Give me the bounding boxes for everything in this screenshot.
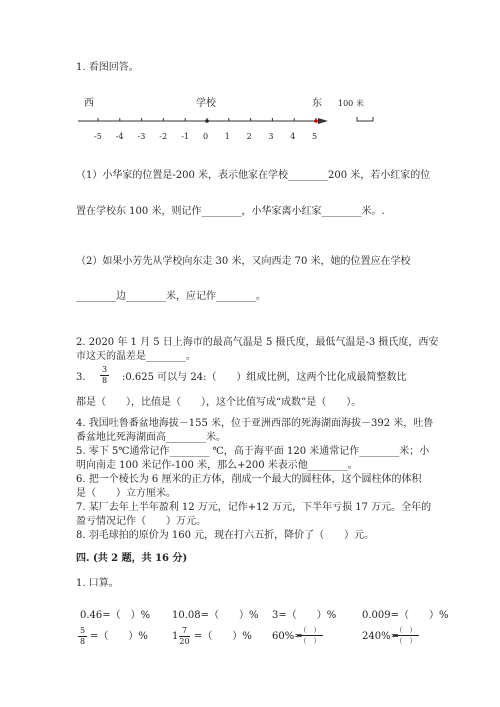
mental-calc-7-left: 60%= (272, 631, 303, 642)
number-line-arrow (318, 118, 328, 124)
calc7-numerator: （ ） (299, 626, 321, 634)
mental-calc-8-left: 240%= (362, 631, 399, 642)
q4-line1: 4. 我国吐鲁番盆地海拔－155 米，位于亚洲西部的死海湖面海拔－392 米，吐鲁 (76, 418, 434, 429)
section-4-heading: 四. (共 2 题，共 16 分) (76, 553, 188, 564)
q6-line1: 6. 把一个棱长为 6 厘米的正方体，削成一个最大的圆柱体，这个圆柱体的体积 (76, 474, 422, 485)
mental-calc-6-fraction (179, 627, 190, 646)
tick-label: 2 (246, 132, 252, 141)
calc5-denominator: 8 (79, 637, 86, 646)
tick-label: 5 (312, 132, 318, 141)
scale-bracket (357, 117, 373, 121)
calc8-denominator: （ ） (395, 637, 417, 645)
calc6-numerator: 7 (181, 626, 188, 635)
axis-end-point (314, 119, 318, 123)
mental-calc-1: 0.46=（ ）% (80, 610, 151, 621)
tick-label: -1 (181, 132, 189, 141)
calc7-denominator: （ ） (299, 637, 321, 645)
q1-part1-line1: （1）小华家的位置是-200 米，表示他家在学校________200 米，若小红家的位 (76, 170, 431, 181)
q3-fraction (100, 366, 109, 385)
tick-label: 1 (224, 132, 230, 141)
axis-east-label: 东 (312, 98, 322, 109)
mental-calc-5: =（ ）% (90, 631, 148, 642)
tick-label: -5 (94, 132, 102, 141)
q8-line1: 8. 羽毛球拍的原价为 160 元，现在打六五折，降价了（ ）元。 (76, 530, 375, 541)
mental-calc-6: =（ ）% (194, 631, 252, 642)
q1-part2-line1: （2）如果小芳先从学校向东走 30 米，又向西走 70 米，她的位置应在学校 (76, 256, 411, 267)
question-1-title: 1. 看图回答。 (76, 62, 139, 73)
tick-label: 0 (203, 132, 209, 141)
q3-line2: 都是（ ），比值是（ ），这个比值写成“成数”是（ ）。 (76, 397, 362, 408)
q5-line1: 5. 零下 5℃通常记作________ ℃，高于海平面 120 米通常记作________米；小 (76, 446, 430, 457)
q4-line2: 番盆地比死海湖面高________米。 (76, 432, 226, 443)
section-4-sub: 1. 口算。 (76, 578, 119, 589)
calc8-bar (393, 635, 419, 636)
mental-calc-8-fraction (393, 626, 419, 645)
mental-calc-2: 10.08=（ ）% (172, 610, 259, 621)
calc7-bar (297, 635, 323, 636)
origin-point (205, 119, 209, 123)
tick-label: 3 (268, 132, 274, 141)
q1-part2-line2: ________边________米，应记作________。 (76, 291, 266, 302)
q3-line1: :0.625 可以与 24:（ ）组成比例，这两个比化成最简整数比 (122, 372, 407, 383)
q7-line2: 盈亏情况记作（ ）万元。 (76, 516, 206, 527)
axis-school-label: 学校 (196, 98, 216, 109)
q2-line2: 市这天的温差是________。 (76, 351, 196, 362)
calc8-numerator: （ ） (395, 626, 417, 634)
mental-calc-4: 0.009=（ ）% (362, 610, 449, 621)
tick-label: 4 (290, 132, 296, 141)
q3-number: 3. (76, 372, 86, 383)
mental-calc-6-whole: 1 (172, 631, 179, 642)
q7-line1: 7. 某厂去年上半年盈利 12 万元，记作+12 万元，下半年亏损 17 万元。全年的 (76, 502, 432, 513)
axis-west-label: 西 (84, 98, 94, 109)
calc6-denominator: 20 (179, 637, 190, 646)
q6-line2: 是（ ）立方厘米。 (76, 488, 176, 499)
tick-label: -2 (159, 132, 168, 141)
q1-part1-line2: 置在学校东 100 米，则记作________，小华家离小红家________米。. (76, 206, 385, 217)
mental-calc-3: 3=（ ）% (272, 610, 337, 621)
mental-calc-5-fraction (78, 627, 87, 646)
q3-fraction-denominator: 8 (101, 376, 108, 385)
tick-label: -4 (115, 132, 124, 141)
q2-line1: 2. 2020 年 1 月 5 日上海市的最高气温是 5 摄氏度，最低气温是-3 摄氏度，西安 (76, 337, 439, 348)
axis-scale-label: 100 米 (338, 99, 364, 108)
q3-fraction-numerator: 3 (101, 365, 108, 374)
calc5-numerator: 5 (79, 626, 86, 635)
mental-calc-7-fraction (297, 626, 323, 645)
q5-line2: 明向南走 100 米记作-100 米，那么+200 米表示他________。 (76, 460, 358, 471)
tick-label: -3 (137, 132, 146, 141)
